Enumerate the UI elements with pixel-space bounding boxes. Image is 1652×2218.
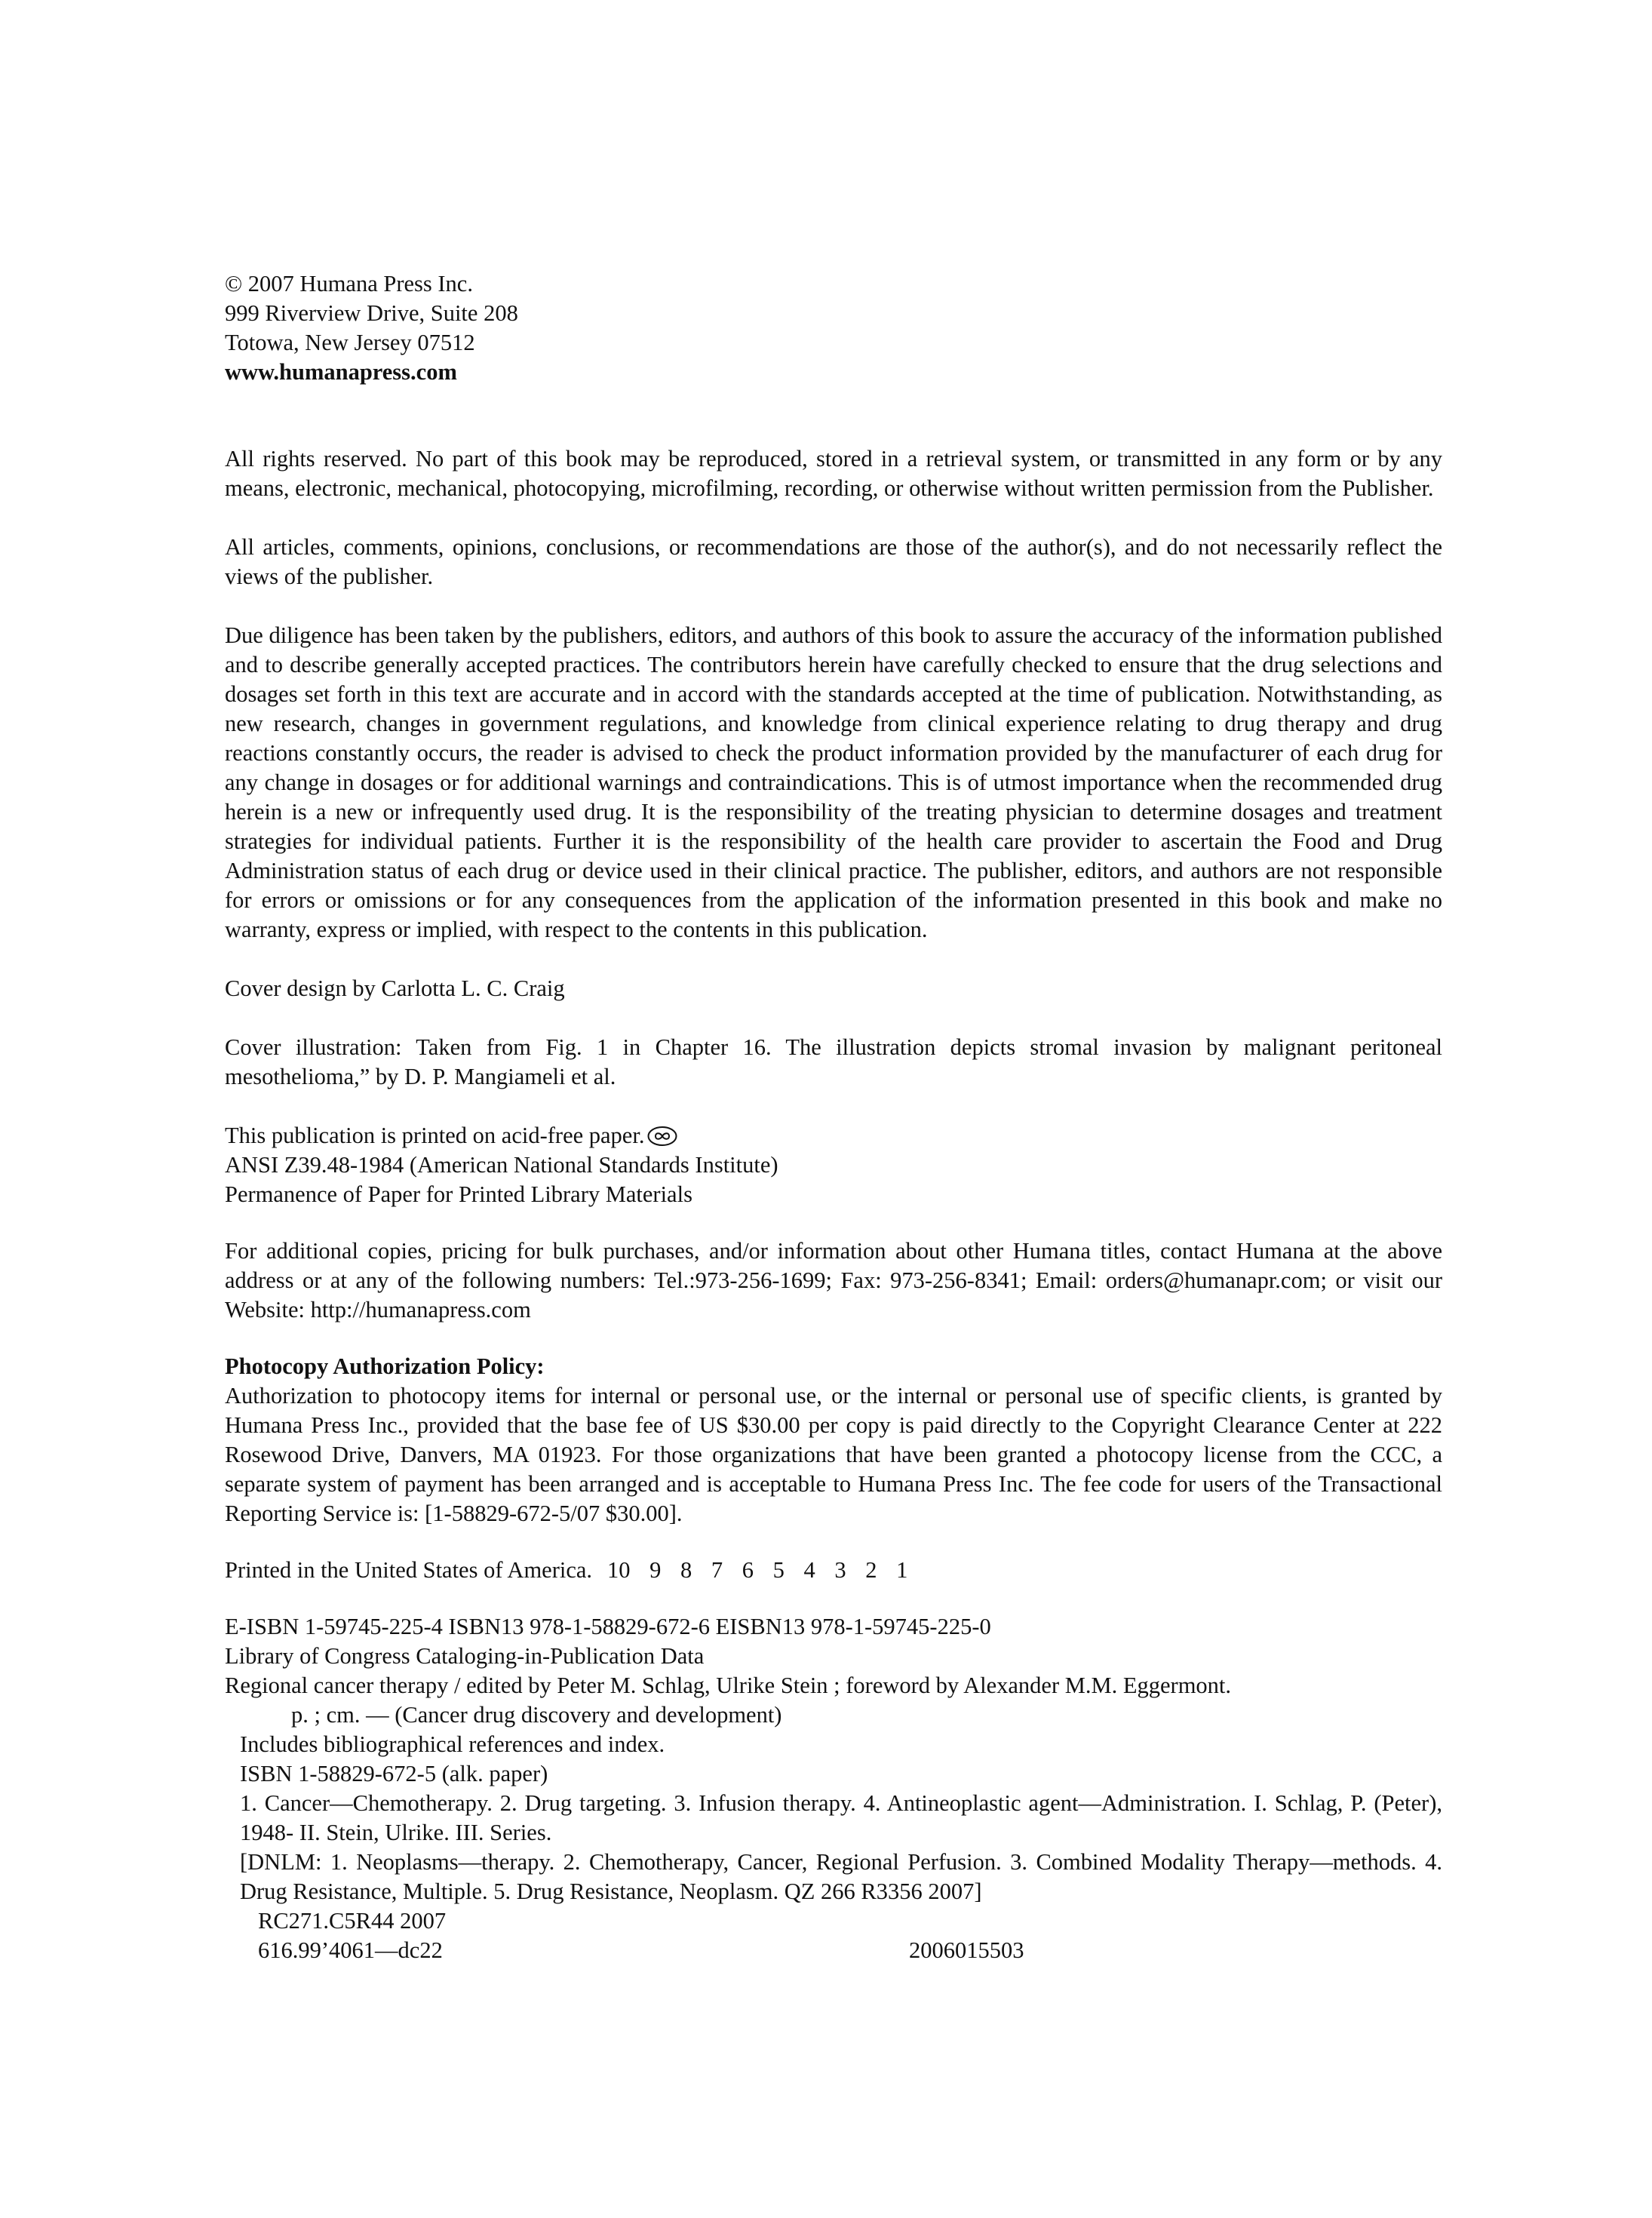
cover-illustration: Cover illustration: Taken from Fig. 1 in Chapter 16. The illustration depicts stromal invasion by malignant peritoneal mesothelioma,” by D. P. Mangiameli et al. (225, 1034, 1442, 1089)
catalog-includes-line: Includes bibliographical references and index. (240, 1731, 665, 1757)
address-line-1: 999 Riverview Drive, Suite 208 (225, 300, 518, 326)
printed-line (225, 1556, 1442, 1585)
publisher-block (225, 269, 1442, 387)
copyright-line: © 2007 Humana Press Inc. (225, 271, 473, 296)
catalog-dewey: 616.99’4061—dc22 (258, 1937, 443, 1963)
additional-copies-paragraph: For additional copies, pricing for bulk purchases, and/or information about other Humana titles, contact Humana at the above address or at any of the following numbers: Tel.:973-256-1699; Fax: 973-256-8341; Email: orders@humanapr.com; or visit our Website: http://humanapress.com (225, 1238, 1442, 1323)
infinity-paper-icon (647, 1125, 677, 1147)
cover-design: Cover design by Carlotta L. C. Craig (225, 975, 565, 1001)
permanence-line: Permanence of Paper for Printed Library Materials (225, 1181, 692, 1207)
cataloging-block (225, 1612, 1442, 1965)
acid-free-text: This publication is printed on acid-free paper. (225, 1123, 645, 1148)
paper-block (225, 1121, 1442, 1209)
photocopy-heading: Photocopy Authorization Policy: (225, 1353, 545, 1379)
photocopy-body: Authorization to photocopy items for internal or personal use, or the internal or personal use of specific clients, is granted by Humana Press Inc., provided that the base fee of US $30.00 per copy is paid directly to the Copyright Clearance Center at 222 Rosewood Drive, Danvers, MA 01923. For those organizations that have been granted a photocopy license from the CCC, a separate system of payment has been arranged and is acceptable to Humana Press Inc. The fee code for users of the Transactional Reporting Service is: [1-58829-672-5/07 $30.00]. (225, 1383, 1442, 1526)
ansi-line: ANSI Z39.48-1984 (American National Standards Institute) (225, 1152, 778, 1178)
copyright-page (225, 269, 1442, 1965)
catalog-subjects: 1. Cancer—Chemotherapy. 2. Drug targeting. 3. Infusion therapy. 4. Antineoplastic agent—Administration. I. Schlag, P. (Peter), 1948- II. Stein, Ulrike. III. Series. (240, 1790, 1442, 1845)
printed-label: Printed in the United States of America. (225, 1557, 593, 1583)
views-paragraph: All articles, comments, opinions, conclusions, or recommendations are those of the author(s), and do not necessarily reflect the views of the publisher. (225, 534, 1442, 589)
catalog-dewey-row (240, 1936, 1442, 1965)
publisher-website: www.humanapress.com (225, 359, 457, 385)
catalog-dnlm: [DNLM: 1. Neoplasms—therapy. 2. Chemotherapy, Cancer, Regional Perfusion. 3. Combined Modality Therapy—methods. 4. Drug Resistance, Multiple. 5. Drug Resistance, Neoplasm. QZ 266 R3356 2007] (240, 1849, 1442, 1904)
rights-paragraph: All rights reserved. No part of this book may be reproduced, stored in a retrieval system, or transmitted in any form or by any means, electronic, mechanical, photocopying, microfilming, recording, or otherwise without written permission from the Publisher. (225, 446, 1442, 501)
catalog-isbn-line: ISBN 1-58829-672-5 (alk. paper) (240, 1761, 548, 1786)
printing-numbers: 10 9 8 7 6 5 4 3 2 1 (607, 1557, 908, 1583)
catalog-call-number: RC271.C5R44 2007 (258, 1908, 447, 1934)
loc-line: Library of Congress Cataloging-in-Publication Data (225, 1643, 705, 1669)
catalog-series-line: p. ; cm. — (Cancer drug discovery and development) (291, 1702, 782, 1728)
acid-free-line (225, 1121, 1442, 1150)
isbn-line: E-ISBN 1-59745-225-4 ISBN13 978-1-58829-672-6 EISBN13 978-1-59745-225-0 (225, 1614, 991, 1639)
catalog-lccn: 2006015503 (909, 1937, 1024, 1963)
catalog-title-line: Regional cancer therapy / edited by Peter M. Schlag, Ulrike Stein ; foreword by Alexander M.M. Eggermont. (225, 1673, 1232, 1698)
catalog-details (225, 1730, 1442, 1965)
photocopy-policy (225, 1352, 1442, 1528)
diligence-paragraph: Due diligence has been taken by the publishers, editors, and authors of this book to assure the accuracy of the information published and to describe generally accepted practices. The contributors herein have carefully checked to ensure that the drug selections and dosages set forth in this text are accurate and in accord with the standards accepted at the time of publication. Notwithstanding, as new research, changes in government regulations, and knowledge from clinical experience relating to drug therapy and drug reactions constantly occurs, the reader is advised to check the product information provided by the manufacturer of each drug for any change in dosages or for additional warnings and contraindications. This is of utmost importance when the recommended drug herein is a new or infrequently used drug. It is the responsibility of the treating physician to determine dosages and treatment strategies for individual patients. Further it is the responsibility of the health care provider to ascertain the Food and Drug Administration status of each drug or device used in their clinical practice. The publisher, editors, and authors are not responsible for errors or omissions or for any consequences from the application of the information presented in this book and make no warranty, express or implied, with respect to the contents in this publication. (225, 622, 1442, 942)
address-line-2: Totowa, New Jersey 07512 (225, 330, 475, 355)
